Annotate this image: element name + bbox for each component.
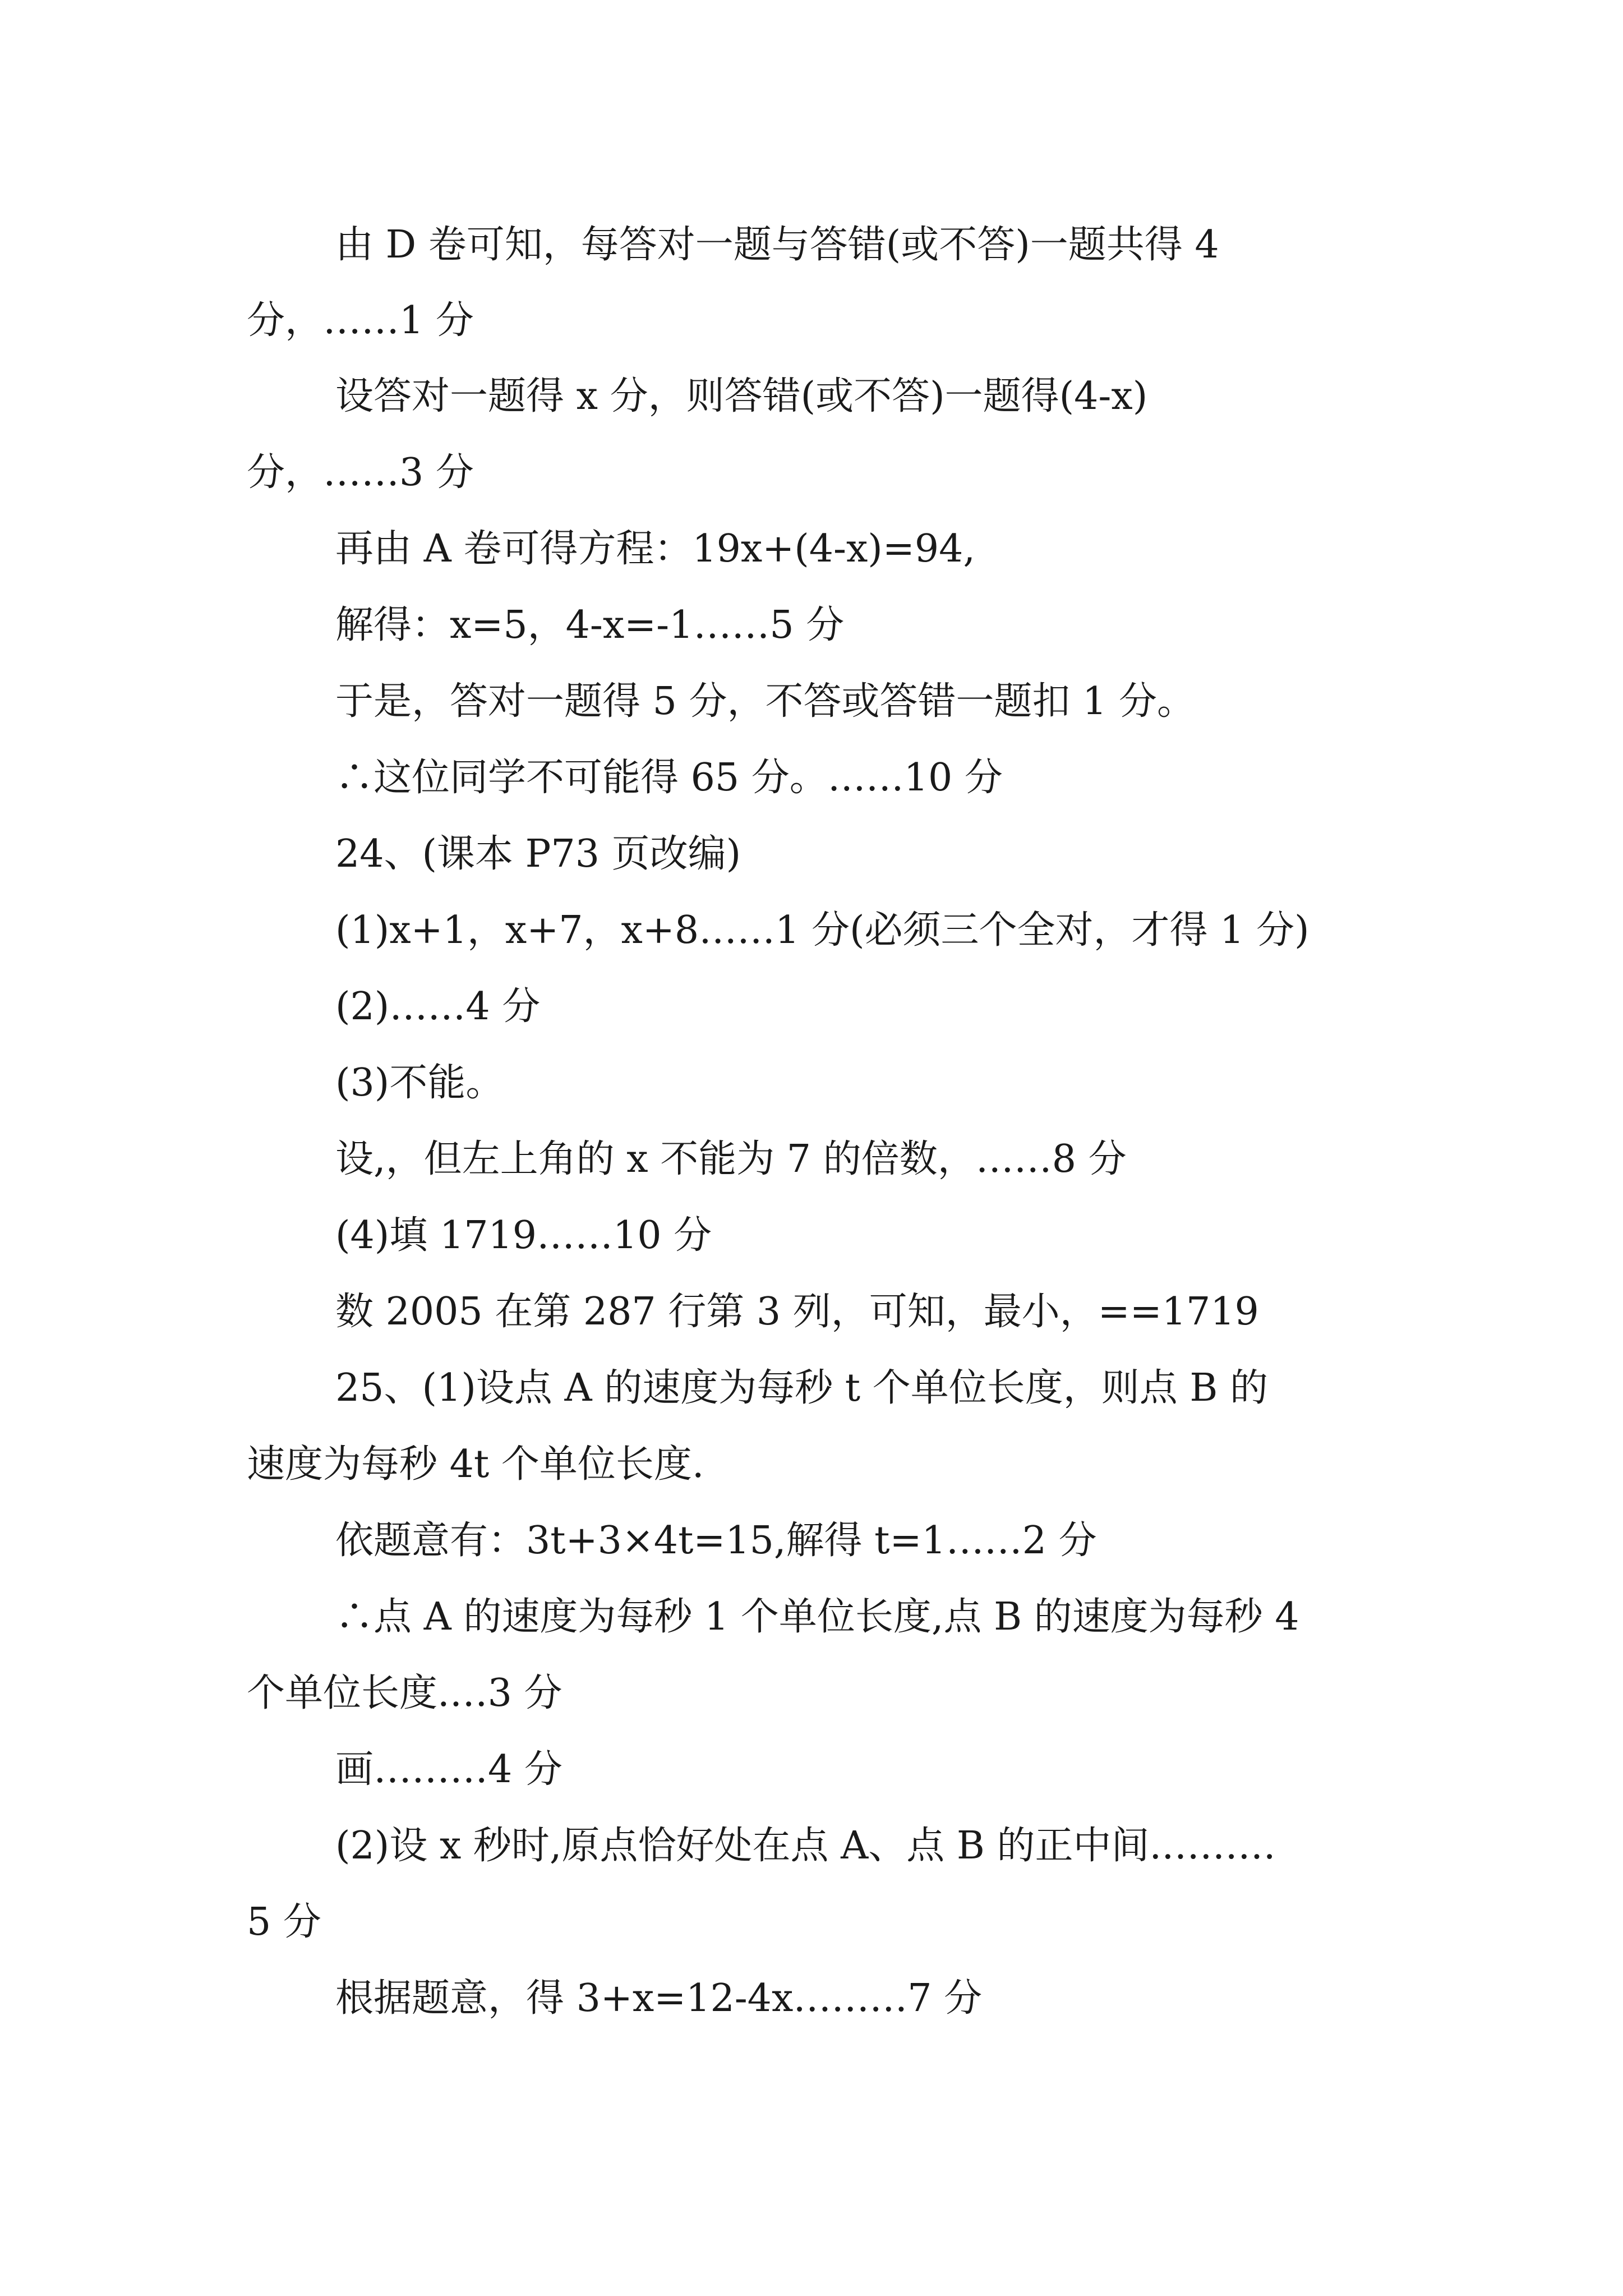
text-line: 设,，但左上角的 x 不能为 7 的倍数，……8 分 xyxy=(335,1137,1127,1181)
text-line: 根据题意，得 3+x=12-4x………7 分 xyxy=(335,1976,983,2021)
text-line: 数 2005 在第 287 行第 3 列，可知，最小，==1719 xyxy=(335,1290,1259,1334)
text-line: 分，……1 分 xyxy=(247,298,474,343)
text-line: 分，……3 分 xyxy=(247,450,474,495)
text-line: (3)不能。 xyxy=(335,1061,504,1105)
text-line: ∴点 A 的速度为每秒 1 个单位长度,点 B 的速度为每秒 4 xyxy=(335,1595,1299,1639)
text-line: (4)填 1719……10 分 xyxy=(335,1213,712,1258)
text-line: (1)x+1，x+7，x+8……1 分(必须三个全对，才得 1 分) xyxy=(335,908,1310,953)
text-line: 24、(课本 P73 页改编) xyxy=(335,832,741,876)
text-line: (2)……4 分 xyxy=(335,984,541,1029)
text-line: ∴这位同学不可能得 65 分。……10 分 xyxy=(335,756,1003,800)
text-line: 由 D 卷可知，每答对一题与答错(或不答)一题共得 4 xyxy=(335,223,1219,267)
text-line: (2)设 x 秒时,原点恰好处在点 A、点 B 的正中间.……… xyxy=(335,1824,1276,1868)
text-line: 于是，答对一题得 5 分，不答或答错一题扣 1 分。 xyxy=(335,679,1195,724)
text-line: 25、(1)设点 A 的速度为每秒 t 个单位长度，则点 B 的 xyxy=(335,1366,1268,1410)
text-line: 画………4 分 xyxy=(335,1747,562,1792)
text-line: 再由 A 卷可得方程：19x+(4-x)=94, xyxy=(335,527,975,571)
text-line: 5 分 xyxy=(247,1900,321,1944)
text-line: 依题意有：3t+3×4t=15,解得 t=1……2 分 xyxy=(335,1519,1097,1563)
text-line: 个单位长度.…3 分 xyxy=(247,1671,562,1715)
text-line: 解得：x=5，4-x=-1……5 分 xyxy=(335,603,845,647)
text-line: 设答对一题得 x 分，则答错(或不答)一题得(4-x) xyxy=(335,374,1148,418)
text-line: 速度为每秒 4t 个单位长度. xyxy=(247,1442,704,1487)
